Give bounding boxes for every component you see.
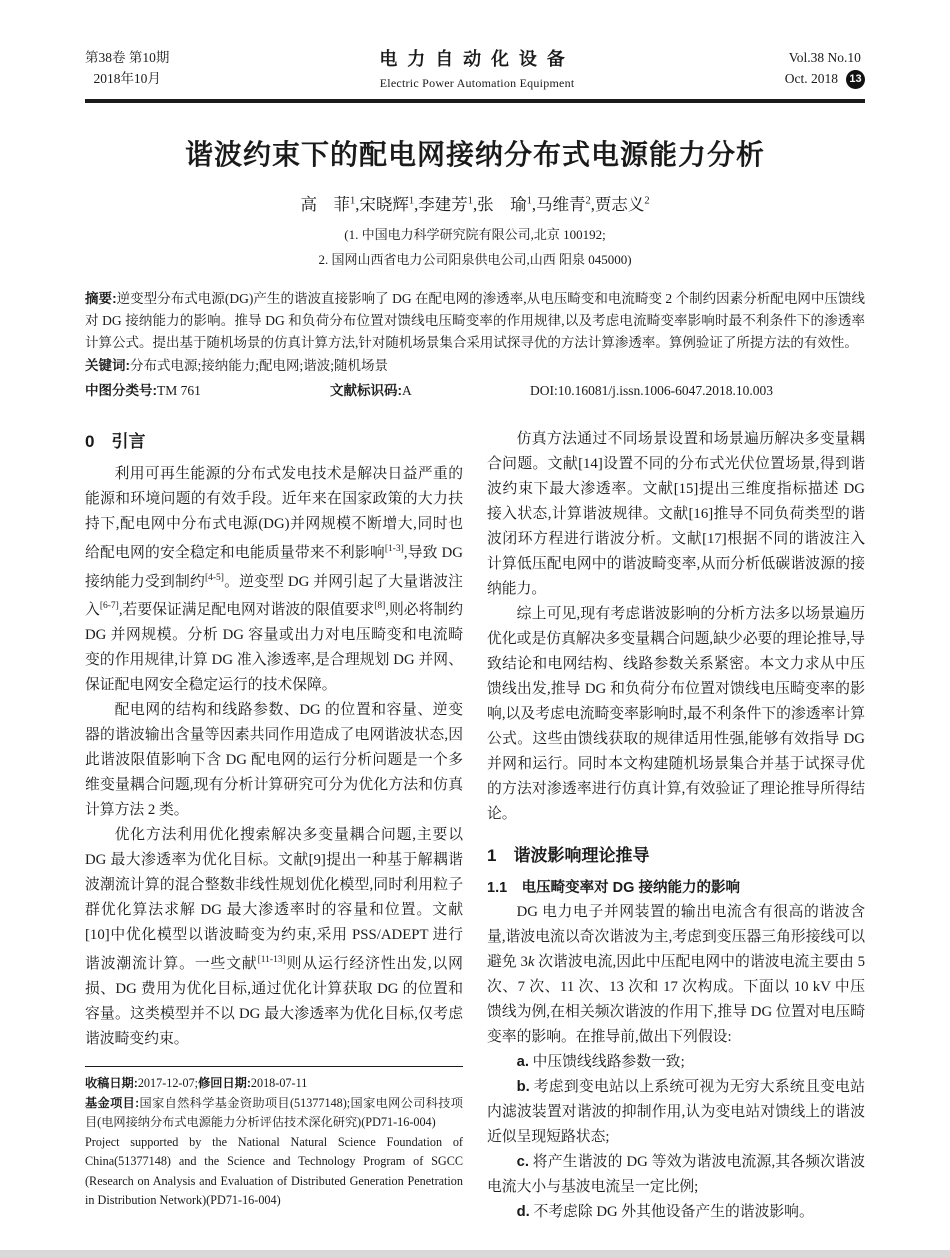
journal-name-block <box>379 46 574 92</box>
paragraph-intro-2: 配电网的结构和线路参数、DG 的位置和容量、逆变器的谐波输出含量等因素共同作用造成了电网谐波状态,因此谐波限值影响下含 DG 配电网的运行分析问题是一个多维变量耦合问题,现有分析计算研究可分为优化方法和仿真计算方法 2 类。 <box>85 702 463 819</box>
section-1-heading: 1 谐波影响理论推导 <box>487 845 650 865</box>
citation-ref: [1-3] <box>384 543 404 554</box>
footnote-fund-cn: 基金项目:国家自然科学基金资助项目(51377148);国家电网公司科技项目(电网接纳分布式电源能力分析评估技术深化研究)(PD71-16-004) <box>85 1095 463 1130</box>
abstract-paragraph <box>85 288 865 355</box>
assumption-a: a. 中压馈线线路参数一致; <box>516 1053 685 1070</box>
page-number-badge: 13 <box>846 70 865 89</box>
assumption-b: b. 考虑到变电站以上系统可视为无穷大系统且变电站内滤波装置对谐波的抑制作用,认为变电站对馈线上的谐波近似呈现短路状态; <box>487 1078 865 1145</box>
date-cn: 2018年10月 <box>93 71 161 87</box>
author: ,张 瑜 <box>472 195 527 215</box>
author: ,李建芳 <box>414 195 468 215</box>
assumption-c: c. 将产生谐波的 DG 等效为谐波电流源,其各频次谐波电流大小与基波电流呈一定比例; <box>487 1153 865 1195</box>
footnote-fund-en: Project supported by the National Natural Science Foundation of China(51377148) and the Science and Technology Program of SGCC (Research on Analysis and Evaluation of Distributed Generation Penetration in Distribution Network)(PD71-16-004) <box>85 1134 463 1208</box>
author: ,贾志义 <box>590 195 645 215</box>
author-affil-sup: 2 <box>644 195 650 207</box>
body-columns <box>85 427 865 1225</box>
citation-ref: [4-5] <box>204 572 224 583</box>
author: ,宋晓辉 <box>355 195 409 215</box>
paragraph-intro-1: 利用可再生能源的分布式发电技术是解决日益严重的能源和环境问题的有效手段。近年来在国家政策的大力扶持下,配电网中分布式电源(DG)并网规模不断增大,同时也给配电网的安全稳定和电能质量带来不利影响[1-3],导致 DG 接纳能力受到制约[4-5]。逆变型 DG 并网引起了大量谐波注入[6-7],若要保证满足配电网对谐波的限值要求[8],则必将制约 DG 并网规模。分析 DG 容量或出力对电压畸变和电流畸变的作用规律,计算 DG 准入渗透率,是合理规划 DG 并网、保证配电网安全稳定运行的技术保障。 <box>85 465 464 694</box>
section-1-1-heading: 1.1 电压畸变率对 DG 接纳能力的影响 <box>487 879 740 896</box>
citation-ref: [11-13] <box>257 955 286 966</box>
affiliations <box>85 223 865 271</box>
footnote-dates: 收稿日期:2017-12-07;修回日期:2018-07-11 <box>85 1076 308 1091</box>
left-column <box>85 427 463 1225</box>
header-divider <box>85 99 865 103</box>
header-volume-issue-en <box>785 48 865 90</box>
assumption-d: d. 不考虑除 DG 外其他设备产生的谐波影响。 <box>516 1203 814 1220</box>
volume-issue-cn: 第38卷 第10期 <box>85 50 170 66</box>
page-bottom-strip <box>0 1250 950 1258</box>
author-affil-sup: 1 <box>467 195 473 207</box>
abstract-block <box>85 288 865 403</box>
keywords-line <box>85 355 865 377</box>
right-column <box>487 427 865 1225</box>
keywords-text: 分布式电源;接纳能力;配电网;谐波;随机场景 <box>130 357 389 373</box>
journal-name-cn: 电力自动化设备 <box>379 49 575 69</box>
header-volume-issue <box>85 48 169 90</box>
citation-ref: [6-7] <box>99 601 119 612</box>
journal-header <box>85 46 865 92</box>
paragraph-harmonic-currents: DG 电力电子并网装置的输出电流含有很高的谐波含量,谐波电流以奇次谐波为主,考虑到变压器三角形接线可以避免 3k 次谐波电流,因此中压配电网中的谐波电流主要由 5 次、7 次、11 次、13 次和 17 次构成。下面以 10 kV 中压馈线为例,在相关频次谐波的作用下,推导 DG 位置对电压畸变率的影响。在推导前,做出下列假设: <box>487 903 865 1045</box>
classification-line <box>85 380 865 402</box>
author-affil-sup: 1 <box>349 195 356 207</box>
paper-title: 谐波约束下的配电网接纳分布式电源能力分析 <box>184 139 765 171</box>
journal-name-en: Electric Power Automation Equipment <box>379 75 575 90</box>
doi: DOI:10.16081/j.issn.1006-6047.2018.10.003 <box>530 383 773 399</box>
footnote-block <box>85 1066 463 1211</box>
abstract-label: 摘要: <box>85 290 117 306</box>
author-affil-sup: 1 <box>526 195 532 207</box>
author: 高 菲 <box>300 195 350 215</box>
citation-ref: [8] <box>374 601 386 612</box>
abstract-text: 逆变型分布式电源(DG)产生的谐波直接影响了 DG 在配电网的渗透率,从电压畸变和电流畸变 2 个制约因素分析配电网中压馈线对 DG 接纳能力的影响。推导 DG 和负荷分布位置对馈线电压畸变率的作用规律,以及考虑电流畸变率影响时最不利条件下的渗透率计算公式。提出基于随机场景的仿真计算方法,针对随机场景集合采用试探寻优的方法计算渗透率。算例验证了所提方法的有效性。 <box>85 290 865 351</box>
author-affil-sup: 1 <box>408 195 415 207</box>
paragraph-summary: 综上可见,现有考虑谐波影响的分析方法多以场景遍历优化或是仿真解决多变量耦合问题,缺少必要的理论推导,导致结论和电网结构、线路参数关系紧密。本文力求从中压馈线出发,推导 DG 和负荷分布位置对馈线电压畸变率的影响,以及考虑电流畸变率影响时,最不利条件下的渗透率计算公式。这些由馈线获取的规律适用性强,能够有效指导 DG 并网和运行。同时本文构建随机场景集合并基于试探寻优的方法对渗透率进行仿真计算,有效验证了理论推导所得结论。 <box>487 605 865 822</box>
author: ,马维青 <box>531 195 586 215</box>
keywords-label: 关键词: <box>85 357 130 373</box>
date-en: Oct. 2018 <box>784 71 838 87</box>
authors-line <box>85 191 865 215</box>
affiliation-2: 2. 国网山西省电力公司阳泉供电公司,山西 阳泉 045000) <box>318 251 632 267</box>
volume-issue-en: Vol.38 No.10 <box>788 50 861 66</box>
section-0-heading: 0 引言 <box>85 431 146 451</box>
affiliation-1: (1. 中国电力科学研究院有限公司,北京 100192; <box>344 227 606 243</box>
variable-k: k <box>527 953 535 970</box>
clc-number: 中图分类号:TM 761 <box>85 383 201 399</box>
author-affil-sup: 2 <box>585 195 591 207</box>
paragraph-simulation-methods: 仿真方法通过不同场景设置和场景遍历解决多变量耦合问题。文献[14]设置不同的分布式光伏位置场景,得到谐波约束下最大渗透率。文献[15]提出三维度指标描述 DG 接入状态,计算谐波规律。文献[16]推导不同负荷类型的谐波闭环方程进行谐波分析。文献[17]根据不同的谐波注入计算低压配电网中的谐波畸变率,从而分析低碳谐波源的接纳能力。 <box>487 430 865 597</box>
document-code: 文献标识码:A <box>330 383 412 399</box>
paragraph-intro-3: 优化方法利用优化搜索解决多变量耦合问题,主要以 DG 最大渗透率为优化目标。文献[9]提出一种基于解耦谐波潮流计算的混合整数非线性规划优化模型,同时利用粒子群优化算法求解 DG 最大渗透率时的容量和位置。文献[10]中优化模型以谐波畸变为约束,采用 PSS/ADEPT 进行谐波潮流计算。一些文献[11-13]则从运行经济性出发,以网损、DG 费用为优化目标,通过优化计算获取 DG 的位置和容量。这类模型并不以 DG 最大渗透率为优化目标,仅考虑谐波畸变约束。 <box>85 827 463 1048</box>
